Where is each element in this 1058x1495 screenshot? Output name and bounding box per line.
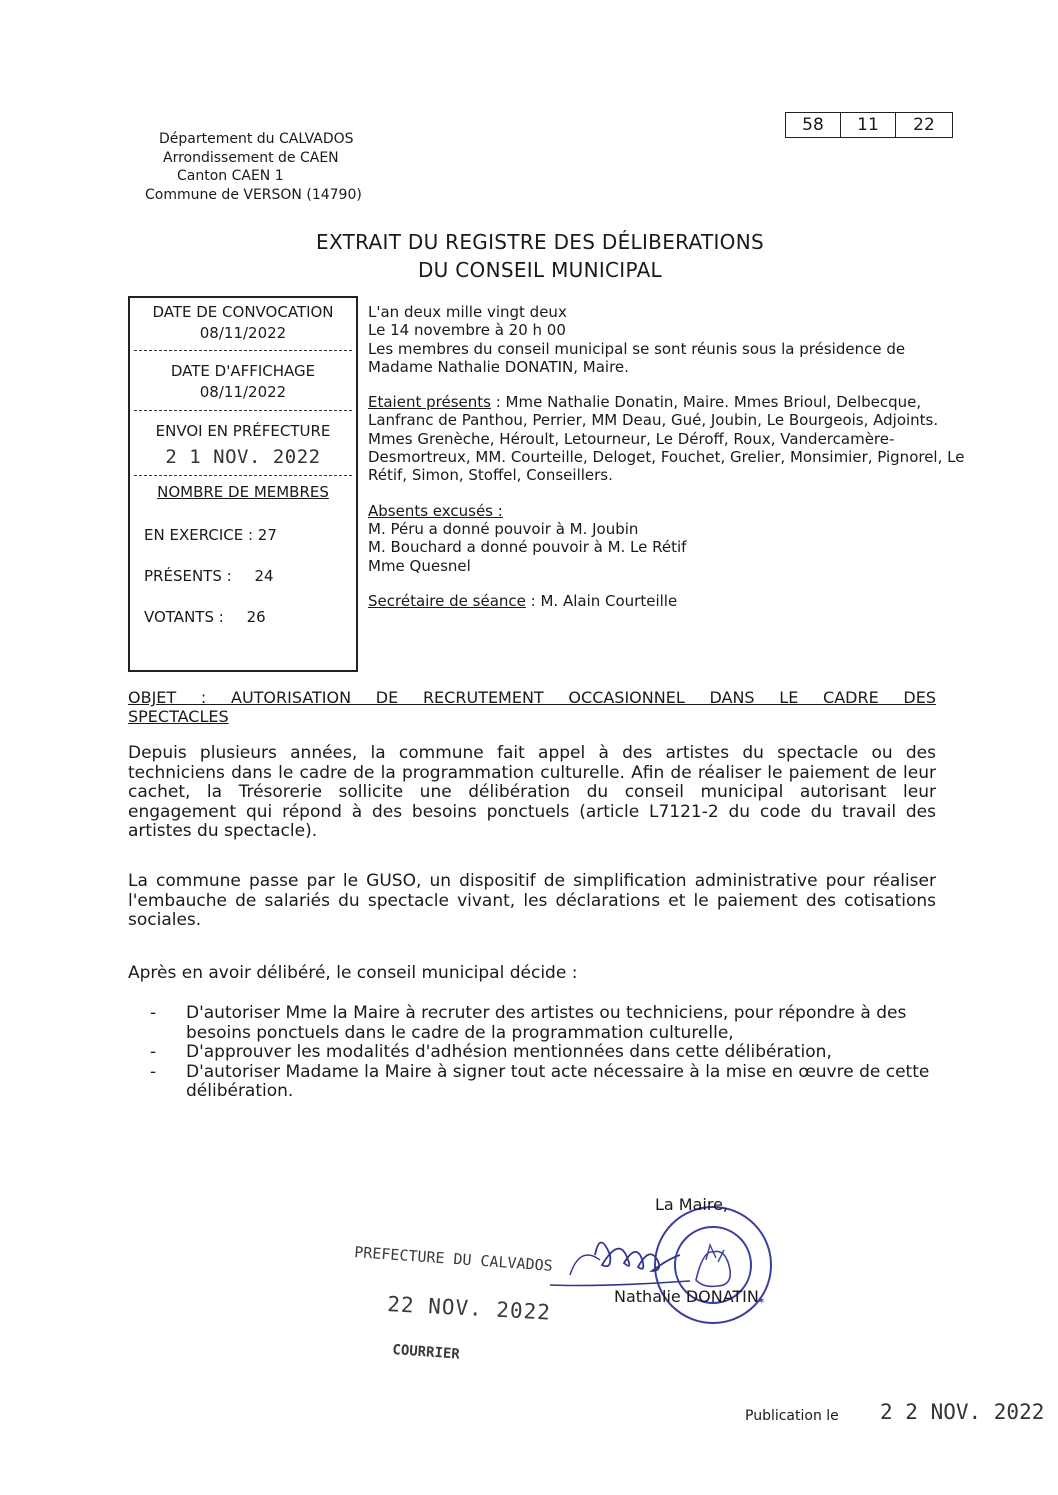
objet-line-2: SPECTACLES bbox=[128, 707, 229, 726]
bullet-dash: - bbox=[150, 1061, 157, 1082]
courrier-stamp: COURRIER bbox=[391, 1342, 461, 1363]
maire-name: Nathalie DONATIN bbox=[614, 1287, 759, 1306]
administrative-header bbox=[145, 130, 362, 204]
bullet-dash: - bbox=[150, 1003, 157, 1023]
body-paragraph-1 bbox=[128, 744, 936, 842]
decision-text: D'autoriser Mme la Maire à recruter des artistes ou techniciens, pour répondre à des besoins ponctuels dans le cadre de la programmation culturelle, bbox=[186, 1003, 907, 1043]
absent-item: M. Péru a donné pouvoir à M. Joubin bbox=[368, 519, 639, 538]
presents-heading: Etaient présents bbox=[368, 393, 491, 412]
decision-item bbox=[150, 1063, 955, 1102]
reference-part: 58 bbox=[786, 113, 841, 137]
title-line-1: EXTRAIT DU REGISTRE DES DÉLIBERATIONS bbox=[316, 230, 764, 254]
prefecture-stamp: PREFECTURE DU CALVADOS bbox=[353, 1243, 554, 1275]
votants-count bbox=[130, 607, 356, 628]
document-title bbox=[300, 228, 780, 284]
prefecture-stamp-date: 22 NOV. 2022 bbox=[386, 1292, 552, 1325]
presents-count bbox=[130, 566, 356, 587]
absent-item: M. Bouchard a donné pouvoir à M. Le Rétif bbox=[368, 538, 687, 557]
session-intro: Les membres du conseil municipal se sont réunis sous la présidence de Madame Nathalie DONATIN, Maire. bbox=[368, 339, 906, 376]
presents-label: PRÉSENTS : bbox=[144, 567, 232, 585]
reference-part: 22 bbox=[913, 115, 935, 135]
decision-item bbox=[150, 1043, 955, 1063]
decision-item bbox=[150, 1004, 955, 1043]
bullet-dash: - bbox=[150, 1042, 157, 1062]
reference-number bbox=[785, 112, 953, 138]
secretaire-heading: Secrétaire de séance bbox=[368, 591, 526, 610]
prefecture-stamp-date: 2 1 NOV. 2022 bbox=[165, 446, 321, 468]
presents-paragraph bbox=[368, 393, 968, 484]
decision-text: D'autoriser Madame la Maire à signer tout acte nécessaire à la mise en œuvre de cette délibération. bbox=[186, 1061, 930, 1101]
secretaire-paragraph bbox=[368, 592, 968, 610]
convocation-label: DATE DE CONVOCATION bbox=[152, 303, 334, 321]
absent-item: Mme Quesnel bbox=[368, 556, 471, 575]
session-info-box bbox=[128, 296, 358, 672]
svg-text:✶: ✶ bbox=[757, 1296, 766, 1307]
header-departement: Département du CALVADOS bbox=[159, 131, 354, 147]
prefecture-label: ENVOI EN PRÉFECTURE bbox=[155, 422, 331, 440]
publication-date: 2 2 NOV. 2022 bbox=[880, 1400, 1045, 1424]
membres-label: NOMBRE DE MEMBRES bbox=[157, 483, 329, 501]
affichage-date: 08/11/2022 bbox=[199, 383, 287, 401]
votants-label: VOTANTS : bbox=[144, 608, 224, 626]
decision-list bbox=[150, 1004, 955, 1102]
convocation-date: 08/11/2022 bbox=[199, 324, 287, 342]
affichage-block bbox=[130, 351, 356, 410]
header-commune: Commune de VERSON (14790) bbox=[145, 186, 362, 203]
prefecture-block bbox=[130, 411, 356, 475]
paragraph-text: La commune passe par le GUSO, un dispositif de simplification administrative pour réaliser l'embauche de salariés du spectacle vivant, les déclarations et le paiement des cotisations sociales. bbox=[128, 871, 936, 930]
paragraph-text: Depuis plusieurs années, la commune fait appel à des artistes du spectacle ou des techniciens dans le cadre de la programmation culturelle. Afin de réaliser le paiement de leur cachet, la Trésorerie sollicite une délibération du conseil municipal autorisant leur engagement qui répond à des besoins ponctuels (article L7121-2 du code du travail des artistes du spectacle). bbox=[128, 743, 936, 841]
decision-text: D'approuver les modalités d'adhésion mentionnées dans cette délibération, bbox=[186, 1042, 832, 1062]
secretaire-name: : M. Alain Courteille bbox=[525, 591, 678, 610]
votants-value: 26 bbox=[246, 608, 266, 626]
body-paragraph-3 bbox=[128, 964, 936, 984]
body-paragraph-2 bbox=[128, 872, 936, 931]
header-canton: Canton CAEN 1 bbox=[177, 168, 284, 184]
maire-title: La Maire, bbox=[655, 1195, 729, 1214]
publication-label: Publication le bbox=[745, 1408, 839, 1424]
session-date: Le 14 novembre à 20 h 00 bbox=[368, 321, 566, 340]
absents-heading: Absents excusés : bbox=[368, 501, 503, 520]
session-details bbox=[368, 303, 968, 610]
convocation-block bbox=[130, 298, 356, 350]
membres-block bbox=[130, 476, 356, 513]
signature-icon bbox=[540, 1215, 700, 1295]
header-arrondissement: Arrondissement de CAEN bbox=[163, 149, 339, 166]
presents-value: 24 bbox=[254, 567, 274, 585]
title-line-2: DU CONSEIL MUNICIPAL bbox=[417, 258, 663, 282]
presents-list: : Mme Nathalie Donatin, Maire. Mmes Brioul, Delbecque, Lanfranc de Panthou, Perrier, MM Deau, Gué, Joubin, Le Bourgeois, Adjoints. Mmes Grenèche, Héroult, Letourneur, Le Déroff, Roux, Vandercamère-Desmortreux, MM. Courteille, Deloget, Fouchet, Grelier, Monsimier, Pignorel, Le Rétif, Simon, Stoffel, Conseillers. bbox=[368, 393, 965, 485]
objet-line-1: OBJET : AUTORISATION DE RECRUTEMENT OCCASIONNEL DANS LE CADRE DES bbox=[128, 688, 936, 707]
exercice-count: EN EXERCICE : 27 bbox=[144, 526, 277, 544]
affichage-label: DATE D'AFFICHAGE bbox=[170, 362, 316, 380]
paragraph-text: Après en avoir délibéré, le conseil municipal décide : bbox=[128, 963, 578, 983]
reference-part: 11 bbox=[841, 113, 896, 137]
session-year: L'an deux mille vingt deux bbox=[368, 303, 567, 321]
